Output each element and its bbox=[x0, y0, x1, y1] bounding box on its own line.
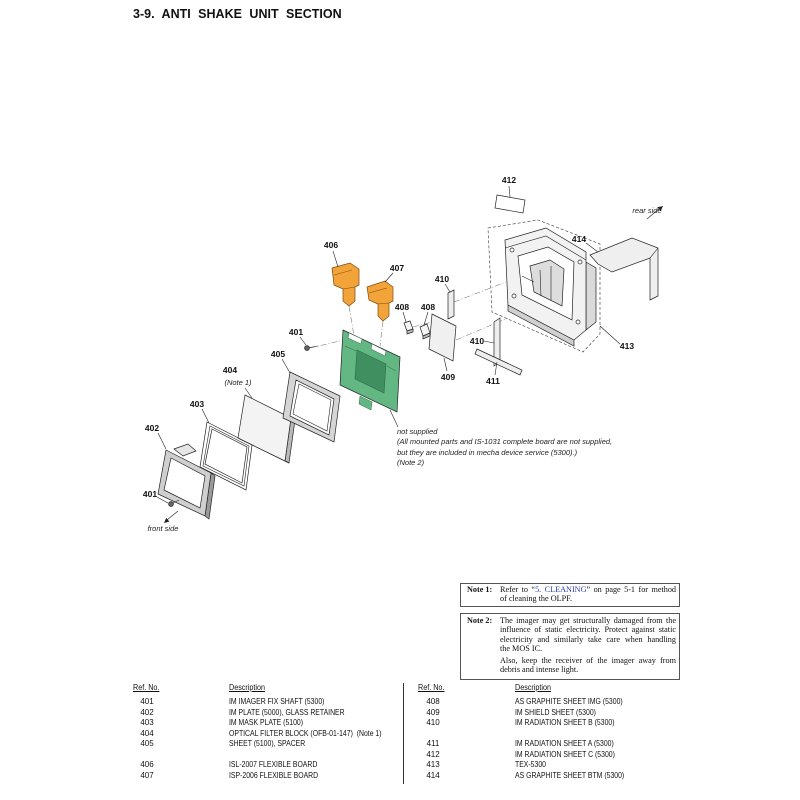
callout-401-top: 401 bbox=[288, 327, 304, 337]
callout-404-note-tag: (Note 1) bbox=[224, 378, 252, 387]
leader-405 bbox=[282, 359, 290, 373]
part-410-radiation-sheet-top bbox=[448, 290, 454, 319]
part-408-graphite-sheet-right bbox=[420, 324, 430, 339]
callout-411: 411 bbox=[486, 376, 500, 386]
part-description: IM IMAGER FIX SHAFT (5300) bbox=[229, 697, 325, 706]
not-supplied-heading: not supplied bbox=[397, 427, 438, 436]
callout-410-bottom: 410 bbox=[469, 336, 485, 346]
leader-414 bbox=[586, 243, 598, 252]
strip bbox=[448, 290, 454, 319]
part-ref: 414 bbox=[426, 770, 440, 780]
part-ref: 407 bbox=[140, 770, 154, 780]
leader-413 bbox=[600, 326, 620, 344]
callout-405: 405 bbox=[270, 349, 286, 359]
part-description: IM MASK PLATE (5100) bbox=[229, 718, 304, 727]
unit-screw bbox=[578, 260, 582, 264]
part-description: OPTICAL FILTER BLOCK (OFB-01-147) (Note 1) bbox=[229, 728, 382, 738]
leader-412 bbox=[509, 186, 510, 197]
callout-407: 407 bbox=[389, 263, 405, 273]
callout-408-right: 408 bbox=[420, 302, 436, 312]
centerline bbox=[380, 321, 383, 346]
note-1-box bbox=[460, 583, 680, 607]
header-description-left: Description bbox=[229, 683, 266, 692]
part-ref: 409 bbox=[426, 707, 440, 717]
image-sensor-board bbox=[340, 330, 400, 412]
section-title: 3-9. ANTI SHAKE UNIT SECTION bbox=[133, 7, 342, 21]
note-2-line: The imager may get structurally damaged from the bbox=[500, 615, 676, 625]
arrow-shaft bbox=[167, 511, 178, 520]
callout-410-top: 410 bbox=[434, 274, 450, 284]
part-description: TEX-5300 bbox=[515, 760, 546, 769]
callout-404: 404 bbox=[222, 365, 238, 375]
part-ref: 408 bbox=[426, 697, 440, 706]
leader-406 bbox=[333, 251, 338, 267]
column-divider bbox=[403, 683, 404, 784]
centerline bbox=[349, 306, 354, 336]
rear-side-label: rear side bbox=[632, 206, 662, 215]
part-description: IM PLATE (5000), GLASS RETAINER bbox=[229, 707, 345, 717]
front-side-arrow bbox=[164, 511, 178, 523]
not-supplied-annotation bbox=[397, 427, 612, 468]
part-409-shield-sheet bbox=[429, 314, 456, 361]
part-401-screw-top bbox=[305, 346, 318, 351]
part-408-graphite-sheet-left bbox=[404, 321, 413, 334]
centerline bbox=[454, 282, 506, 302]
callout-408-left: 408 bbox=[394, 302, 410, 312]
callout-403: 403 bbox=[189, 399, 205, 409]
unit-screw bbox=[510, 248, 514, 252]
note-2-box bbox=[460, 613, 680, 680]
header-description-right: Description bbox=[515, 683, 552, 692]
part-description: AS GRAPHITE SHEET BTM (5300) bbox=[515, 770, 625, 780]
note-2-line: electricity and similarly take care when handling bbox=[500, 634, 676, 644]
callout-labels bbox=[143, 175, 662, 533]
front-side-label: front side bbox=[147, 524, 179, 533]
callout-409: 409 bbox=[440, 372, 456, 382]
header-ref-no-left: Ref. No. bbox=[133, 683, 160, 692]
part-ref: 410 bbox=[426, 718, 440, 727]
part-ref: 406 bbox=[140, 760, 154, 769]
part-description: ISL-2007 FLEXIBLE BOARD bbox=[229, 760, 318, 769]
note-2-line: Also, keep the receiver of the imager away from bbox=[500, 655, 676, 665]
note-1-line bbox=[500, 585, 676, 594]
flex-407-body bbox=[367, 281, 393, 321]
part-description: IM RADIATION SHEET B (5300) bbox=[515, 718, 615, 727]
header-ref-no-right: Ref. No. bbox=[418, 683, 445, 692]
part-ref: 405 bbox=[140, 739, 154, 748]
part-ref: 413 bbox=[426, 760, 440, 769]
callout-406: 406 bbox=[323, 240, 339, 250]
leader-409 bbox=[444, 358, 447, 371]
callout-414: 414 bbox=[571, 234, 587, 244]
part-description: IM SHIELD SHEET (5300) bbox=[515, 707, 596, 717]
note-1-text-post: ” on page 5-1 for method bbox=[586, 584, 677, 594]
part-ref: 404 bbox=[140, 728, 154, 738]
note-2-label: Note 2: bbox=[467, 615, 493, 625]
part-407-flexible-board bbox=[367, 281, 393, 321]
part-description: SHEET (5100), SPACER bbox=[229, 739, 306, 748]
unit-screw bbox=[576, 320, 580, 324]
note-2-line: influence of static electricity. Protect against static bbox=[500, 625, 676, 634]
note-2-line: the MOS IC. bbox=[500, 643, 543, 653]
note-1-line: of cleaning the OLPF. bbox=[500, 593, 573, 603]
callout-401-bottom: 401 bbox=[142, 489, 158, 499]
leader-not-supplied bbox=[390, 410, 398, 427]
part-description: IM RADIATION SHEET A (5300) bbox=[515, 739, 614, 748]
callout-413: 413 bbox=[619, 341, 635, 351]
leader-407 bbox=[385, 273, 393, 282]
sheet-face bbox=[495, 195, 525, 213]
part-description: IM RADIATION SHEET C (5300) bbox=[515, 749, 615, 759]
note-1-text-pre: Refer to “ bbox=[500, 584, 536, 594]
part-ref: 401 bbox=[140, 697, 154, 706]
part-description: AS GRAPHITE SHEET IMG (5300) bbox=[515, 697, 623, 706]
screw-head bbox=[169, 502, 174, 507]
not-supplied-line: but they are included in mecha device service (5300).) bbox=[397, 447, 578, 457]
leader-410-top bbox=[445, 284, 450, 292]
cleaning-link[interactable]: 5. CLEANING bbox=[535, 584, 587, 594]
unit-side-flange bbox=[586, 262, 596, 330]
part-description: ISP-2006 FLEXIBLE BOARD bbox=[229, 770, 319, 780]
leader-403 bbox=[202, 409, 209, 423]
plate-tab bbox=[174, 444, 196, 456]
part-ref: 412 bbox=[426, 749, 440, 759]
not-supplied-note-ref: (Note 2) bbox=[397, 457, 425, 467]
sheet-face bbox=[429, 314, 456, 361]
note-2-line: debris and intense light. bbox=[500, 664, 579, 674]
not-supplied-line: (All mounted parts and IS-1031 complete board are not supplied, bbox=[397, 437, 613, 447]
part-412-radiation-sheet bbox=[495, 195, 525, 213]
part-ref: 402 bbox=[140, 707, 154, 717]
callout-402: 402 bbox=[144, 423, 160, 433]
screw-head bbox=[305, 346, 310, 351]
leader-401-top bbox=[300, 337, 306, 345]
flex-406-body bbox=[332, 263, 359, 306]
part-ref: 403 bbox=[140, 718, 154, 727]
plate-window bbox=[164, 458, 205, 508]
part-406-flexible-board bbox=[332, 263, 359, 306]
leader-408-left bbox=[403, 312, 406, 322]
part-ref: 411 bbox=[426, 739, 440, 748]
callout-412: 412 bbox=[501, 175, 517, 185]
leader-402 bbox=[158, 433, 166, 449]
leader-410-bottom bbox=[484, 341, 494, 343]
unit-screw bbox=[512, 294, 516, 298]
note-1-label: Note 1: bbox=[467, 584, 493, 594]
